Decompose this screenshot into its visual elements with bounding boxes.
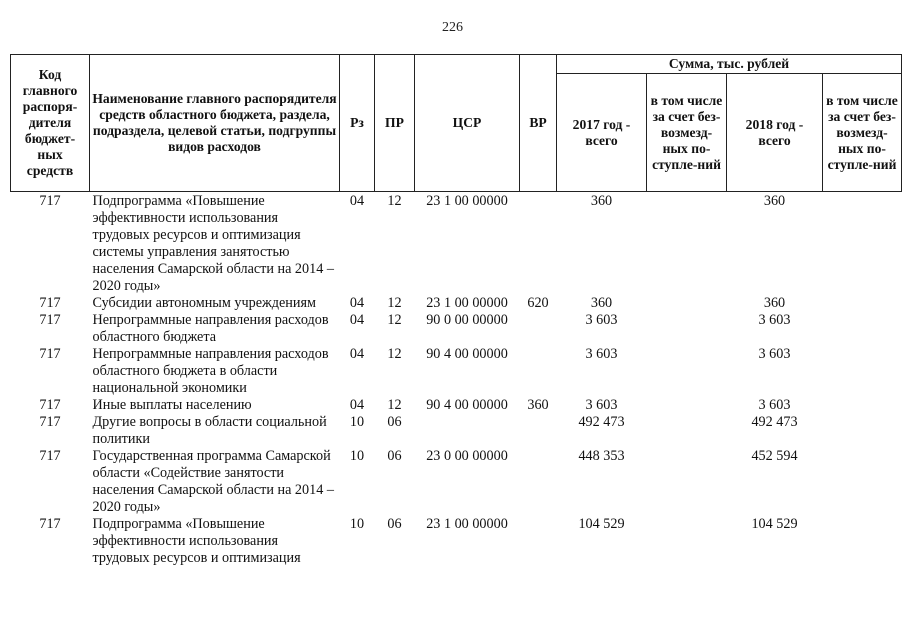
page-number: 226 [442,20,463,35]
cell-vr [520,346,557,397]
cell-name: Подпрограмма «Повышение эффективности использования трудовых ресурсов и оптимизация системы управления занятостью населения Самарской области на 2014 – 2020 годы» [92,193,334,294]
cell-pr: 06 [387,448,402,464]
table-row [11,516,902,567]
cell-2017-free [647,414,727,448]
header-sum: Сумма, тыс. рублей [557,55,902,74]
cell-rz: 04 [349,346,365,362]
cell-name: Подпрограмма «Повышение эффективности использования трудовых ресурсов и оптимизация [92,516,301,566]
table-row [11,397,902,414]
cell-2017-total: 104 529 [578,516,625,532]
cell-2017-total: 3 603 [585,312,618,328]
header-2018-free: в том числе за счет без-возмезд-ных по-ступле-ний [823,74,902,192]
cell-2018-free [823,346,902,397]
cell-csr: 90 0 00 00000 [426,312,508,328]
cell-2018-free [823,516,902,567]
cell-2017-total: 360 [590,295,613,311]
header-2017-total: 2017 год - всего [557,74,647,192]
cell-2018-total: 452 594 [751,448,798,464]
table-body [11,192,902,568]
table-row [11,346,902,397]
cell-2018-free [823,312,902,346]
cell-2017-free [647,346,727,397]
cell-name: Государственная программа Самарской области «Содействие занятости населения Самарской области на 2014 – 2020 годы» [92,448,334,515]
header-2017-free: в том числе за счет без-возмезд-ных по-ступле-ний [647,74,727,192]
cell-2018-total: 360 [763,193,786,209]
cell-rz: 10 [349,516,365,532]
cell-code: 717 [39,397,61,413]
cell-code: 717 [39,414,61,430]
cell-pr: 06 [387,516,402,532]
header-2018-total: 2018 год - всего [727,74,823,192]
cell-2017-total: 360 [590,193,613,209]
header-pr: ПР [375,55,415,192]
budget-table [10,54,902,567]
cell-2018-free [823,295,902,312]
cell-2018-total: 3 603 [758,397,791,413]
cell-vr: 360 [527,397,549,413]
header-csr: ЦСР [415,55,520,192]
cell-2018-total: 104 529 [751,516,798,532]
cell-2017-free [647,192,727,296]
cell-rz: 10 [349,448,365,464]
cell-2017-free [647,295,727,312]
cell-2017-free [647,516,727,567]
cell-2018-free [823,414,902,448]
cell-2018-free [823,397,902,414]
cell-csr: 23 0 00 00000 [426,448,508,464]
cell-2017-total: 448 353 [578,448,625,464]
cell-2018-free [823,448,902,516]
cell-pr: 12 [387,193,402,209]
header-vr: ВР [520,55,557,192]
cell-2018-total: 360 [763,295,786,311]
cell-code: 717 [39,346,61,362]
cell-vr [520,414,557,448]
cell-csr [415,414,520,448]
cell-2017-free [647,397,727,414]
cell-name: Другие вопросы в области социальной политики [92,414,327,447]
cell-pr: 12 [387,312,402,328]
cell-name: Иные выплаты населению [92,397,252,413]
table-row [11,414,902,448]
cell-2017-total: 3 603 [585,346,618,362]
cell-name: Субсидии автономным учреждениям [92,295,316,311]
cell-2017-free [647,448,727,516]
cell-vr [520,448,557,516]
cell-code: 717 [39,312,61,328]
cell-name: Непрограммные направления расходов областного бюджета в области национальной экономики [92,346,329,396]
cell-pr: 12 [387,346,402,362]
table-row [11,448,902,516]
cell-vr: 620 [527,295,549,311]
table-row [11,295,902,312]
header-rz: Рз [340,55,375,192]
cell-code: 717 [39,448,61,464]
cell-pr: 06 [387,414,402,430]
cell-2018-total: 3 603 [758,312,791,328]
table-header [11,55,902,192]
cell-csr: 23 1 00 00000 [426,295,508,311]
cell-rz: 10 [349,414,365,430]
cell-vr [520,516,557,567]
cell-vr [520,192,557,296]
cell-vr [520,312,557,346]
cell-2018-free [823,192,902,296]
table-row [11,312,902,346]
cell-rz: 04 [349,312,365,328]
cell-rz: 04 [349,193,365,209]
cell-2017-total: 492 473 [578,414,625,430]
cell-name: Непрограммные направления расходов областного бюджета [92,312,329,345]
cell-csr: 90 4 00 00000 [426,397,508,413]
cell-csr: 90 4 00 00000 [426,346,508,362]
cell-pr: 12 [387,397,402,413]
cell-2018-total: 492 473 [751,414,798,430]
cell-rz: 04 [349,295,365,311]
cell-csr: 23 1 00 00000 [426,193,508,209]
cell-csr: 23 1 00 00000 [426,516,508,532]
cell-code: 717 [39,295,61,311]
cell-2018-total: 3 603 [758,346,791,362]
cell-2017-total: 3 603 [585,397,618,413]
cell-rz: 04 [349,397,365,413]
cell-code: 717 [39,193,61,209]
cell-pr: 12 [387,295,402,311]
cell-2017-free [647,312,727,346]
header-code: Код главного распоря-дителя бюджет-ных средств [11,55,90,192]
table-row [11,192,902,296]
cell-code: 717 [39,516,61,532]
header-name: Наименование главного распорядителя средств областного бюджета, раздела, подраздела, целевой статьи, подгруппы видов расходов [90,55,340,192]
